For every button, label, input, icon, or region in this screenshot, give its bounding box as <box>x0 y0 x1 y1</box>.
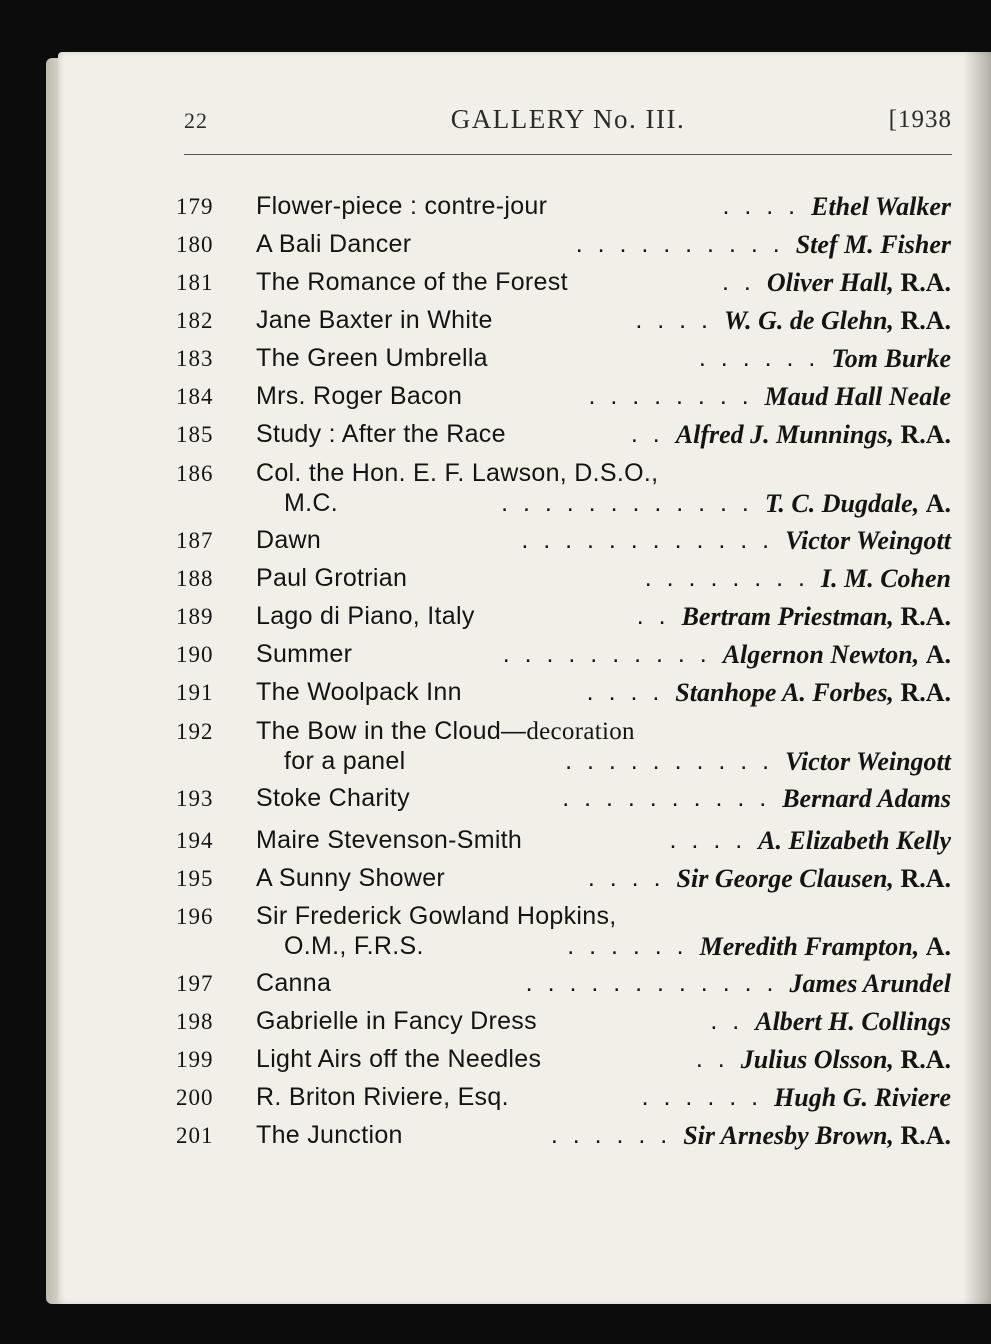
entry-number: 184 <box>176 384 214 409</box>
catalogue-entry <box>0 340 991 378</box>
entry-number: 188 <box>176 566 214 591</box>
entry-title <box>256 230 411 259</box>
entry-title-text: Maire Stevenson-Smith <box>256 826 523 854</box>
entry-artist <box>765 489 951 519</box>
entry-title <box>256 1083 509 1112</box>
entry-artist <box>723 640 951 670</box>
artist-honour: R.A. <box>900 864 951 893</box>
leader-dots: . . . . <box>722 192 800 220</box>
entry-title <box>256 564 407 593</box>
entry-number: 200 <box>176 1085 214 1110</box>
artist-honour: A. <box>925 489 951 518</box>
catalogue-entry <box>0 965 991 1003</box>
artist-name: Bernard Adams <box>782 784 951 813</box>
entry-title <box>256 602 475 631</box>
entry-title-text: A Bali Dancer <box>256 230 412 258</box>
entry-title-text: Gabrielle in Fancy Dress <box>256 1007 537 1035</box>
catalogue-entry <box>0 302 991 340</box>
catalogue-entry <box>0 455 991 527</box>
leader-dots: . . . . <box>635 306 712 334</box>
catalogue-entry <box>0 860 991 898</box>
entry-title <box>256 344 488 373</box>
entry-title <box>256 969 331 998</box>
catalogue-entry <box>0 713 991 785</box>
entry-title <box>256 382 462 411</box>
artist-honour: R.A. <box>900 1045 951 1074</box>
entry-number: 181 <box>176 270 214 295</box>
entry-title-text: The Romance of the Forest <box>256 268 568 296</box>
artist-name: Hugh G. Riviere <box>774 1083 951 1112</box>
leader-dots: . . . . . . . . . . <box>562 784 771 812</box>
entry-artist <box>755 1007 951 1037</box>
entry-artist <box>700 932 951 962</box>
entry-artist <box>774 1083 951 1113</box>
catalogue-entry <box>0 674 991 712</box>
entry-artist <box>767 268 951 298</box>
entry-artist <box>796 230 951 260</box>
entry-title-text: Sir Frederick Gowland Hopkins, <box>256 902 617 930</box>
catalogue-entry <box>0 560 991 598</box>
entry-title <box>256 1045 541 1074</box>
leader-dots: . . . . . . . . . . <box>565 747 774 775</box>
entry-title <box>256 268 568 297</box>
entry-title <box>256 784 410 813</box>
leader-dots: . . . . . . . . <box>588 382 753 410</box>
artist-name: W. G. de Glehn, <box>723 306 894 335</box>
entry-artist <box>789 969 951 999</box>
entry-title <box>256 192 547 221</box>
entry-title-continued: for a panel <box>284 747 406 775</box>
artist-honour: A. <box>925 932 951 961</box>
artist-name: Alfred J. Munnings, <box>675 420 894 449</box>
leader-dots: . . . . . . . . . . . . <box>525 969 778 997</box>
entry-artist <box>765 382 951 412</box>
leader-dots: . . . . . . <box>641 1083 763 1111</box>
entry-artist <box>741 1045 951 1075</box>
entry-artist <box>682 602 951 632</box>
entry-number: 182 <box>176 308 214 333</box>
artist-honour: A. <box>925 640 951 669</box>
artist-honour: R.A. <box>900 602 951 631</box>
artist-honour: R.A. <box>900 268 951 297</box>
entry-number: 195 <box>176 866 214 891</box>
catalogue-entry <box>0 378 991 416</box>
leader-dots: . . <box>710 1007 744 1035</box>
entry-artist <box>785 526 951 556</box>
catalogue-entry <box>0 822 991 860</box>
entry-artist <box>821 564 951 594</box>
leader-dots: . . <box>636 602 670 630</box>
entry-number: 201 <box>176 1123 214 1148</box>
artist-name: Meredith Frampton, <box>699 932 920 961</box>
artist-name: Algernon Newton, <box>722 640 920 669</box>
entry-title <box>256 459 658 488</box>
leader-dots: . . . . . . <box>550 1121 672 1149</box>
artist-name: Ethel Walker <box>811 192 951 221</box>
catalogue-entry <box>0 1003 991 1041</box>
catalogue-entry <box>0 1079 991 1117</box>
gallery-title: GALLERY No. III. <box>450 104 686 134</box>
entry-number: 193 <box>176 786 214 811</box>
entry-number: 198 <box>176 1009 214 1034</box>
artist-honour: R.A. <box>900 678 951 707</box>
entry-title-text: The Bow in the Cloud— <box>256 717 527 745</box>
artist-name: Sir Arnesby Brown, <box>683 1121 894 1150</box>
leader-dots: . . . . . . . . <box>644 564 809 592</box>
catalogue-entry <box>0 264 991 302</box>
entry-number: 186 <box>176 461 214 486</box>
entry-title <box>256 420 506 449</box>
catalogue-entry <box>0 780 991 818</box>
catalogue-entry <box>0 1117 991 1155</box>
entry-title <box>256 1121 403 1150</box>
artist-honour: R.A. <box>900 306 951 335</box>
entry-title-text: Dawn <box>256 526 322 554</box>
entry-number: 179 <box>176 194 214 219</box>
leader-dots: . . . . . . <box>698 344 820 372</box>
entry-artist <box>785 747 951 777</box>
entry-title <box>256 826 522 855</box>
artist-name: Tom Burke <box>831 344 951 373</box>
header-year: [1938 <box>888 106 952 133</box>
leader-dots: . . . . <box>587 864 665 892</box>
leader-dots: . . . . . . <box>567 932 688 960</box>
entry-artist <box>811 192 951 222</box>
entry-number: 180 <box>176 232 214 257</box>
entry-number: 189 <box>176 604 214 629</box>
artist-name: Sir George Clausen, <box>676 864 894 893</box>
entry-number: 199 <box>176 1047 214 1072</box>
entry-number: 187 <box>176 528 214 553</box>
artist-name: Maud Hall Neale <box>764 382 951 411</box>
entry-title <box>256 526 321 555</box>
artist-name: Victor Weingott <box>785 747 951 776</box>
leader-dots: . . . . . . . . . . . . <box>501 489 753 517</box>
artist-name: T. C. Dugdale, <box>764 489 920 518</box>
artist-name: Victor Weingott <box>785 526 951 555</box>
entry-title-text: Paul Grotrian <box>256 564 408 592</box>
entry-title-text: Mrs. Roger Bacon <box>256 382 463 410</box>
catalogue-entry <box>0 522 991 560</box>
artist-name: Oliver Hall, <box>766 268 894 297</box>
entry-artist <box>675 678 951 708</box>
entry-artist <box>782 784 951 814</box>
entry-number: 197 <box>176 971 214 996</box>
artist-honour: R.A. <box>900 420 951 449</box>
entry-artist <box>724 306 951 336</box>
entry-title-text: Summer <box>256 640 353 668</box>
entry-title <box>256 902 617 931</box>
entry-title-text: The Junction <box>256 1121 403 1149</box>
catalogue-entry <box>0 898 991 970</box>
entry-title <box>256 1007 537 1036</box>
entry-title-text: Jane Baxter in White <box>256 306 493 334</box>
entry-title <box>256 717 635 746</box>
entry-title-text: Study : After the Race <box>256 420 506 448</box>
artist-name: Stanhope A. Forbes, <box>675 678 894 707</box>
entry-artist <box>676 420 951 450</box>
entry-title-text: The Green Umbrella <box>256 344 488 372</box>
entry-artist <box>758 826 951 856</box>
entry-artist <box>677 864 951 894</box>
entry-number: 183 <box>176 346 214 371</box>
entry-number: 185 <box>176 422 214 447</box>
entry-title-extra: decoration <box>526 718 635 745</box>
entry-artist <box>831 344 951 374</box>
entry-title-text: Stoke Charity <box>256 784 410 812</box>
entry-title <box>256 640 352 669</box>
entry-title-text: A Sunny Shower <box>256 864 446 892</box>
entry-artist <box>683 1121 951 1151</box>
artist-name: A. Elizabeth Kelly <box>758 826 951 855</box>
artist-name: I. M. Cohen <box>820 564 951 593</box>
leader-dots: . . <box>722 268 755 296</box>
entry-title-text: Flower-piece : contre-jour <box>256 192 548 220</box>
entry-title-continued: M.C. <box>284 489 338 517</box>
leader-dots: . . <box>695 1045 729 1073</box>
entry-title <box>256 864 445 893</box>
leader-dots: . . . . . . . . . . <box>575 230 784 258</box>
catalogue-entry <box>0 1041 991 1079</box>
entry-title-continued: O.M., F.R.S. <box>284 932 424 960</box>
entry-title-text: Canna <box>256 969 332 997</box>
entry-title-text: The Woolpack Inn <box>256 678 462 706</box>
catalogue-entry <box>0 188 991 226</box>
leader-dots: . . <box>630 420 664 448</box>
entry-title-text: Lago di Piano, Italy <box>256 602 475 630</box>
artist-honour: R.A. <box>900 1121 951 1150</box>
artist-name: Bertram Priestman, <box>681 602 894 631</box>
leader-dots: . . . . . . . . . . . . <box>521 526 774 554</box>
entry-number: 196 <box>176 904 214 929</box>
entry-title-text: R. Briton Riviere, Esq. <box>256 1083 509 1111</box>
entry-title-text: Col. the Hon. E. F. Lawson, D.S.O., <box>256 459 659 487</box>
artist-name: James Arundel <box>789 969 951 998</box>
entry-title-text: Light Airs off the Needles <box>256 1045 542 1073</box>
artist-name: Albert H. Collings <box>755 1007 951 1036</box>
entry-number: 194 <box>176 828 214 853</box>
entry-number: 190 <box>176 642 214 667</box>
catalogue-entry <box>0 598 991 636</box>
entry-title <box>256 306 493 335</box>
leader-dots: . . . . . . . . . . <box>502 640 711 668</box>
leader-dots: . . . . <box>669 826 747 854</box>
artist-name: Julius Olsson, <box>740 1045 894 1074</box>
page-number: 22 <box>184 108 208 133</box>
entry-number: 192 <box>176 719 214 744</box>
entry-title <box>256 678 462 707</box>
leader-dots: . . . . <box>586 678 664 706</box>
artist-name: Stef M. Fisher <box>795 230 951 259</box>
catalogue-entry <box>0 226 991 264</box>
entry-number: 191 <box>176 680 214 705</box>
catalogue-entry <box>0 636 991 674</box>
catalogue-entry <box>0 416 991 454</box>
